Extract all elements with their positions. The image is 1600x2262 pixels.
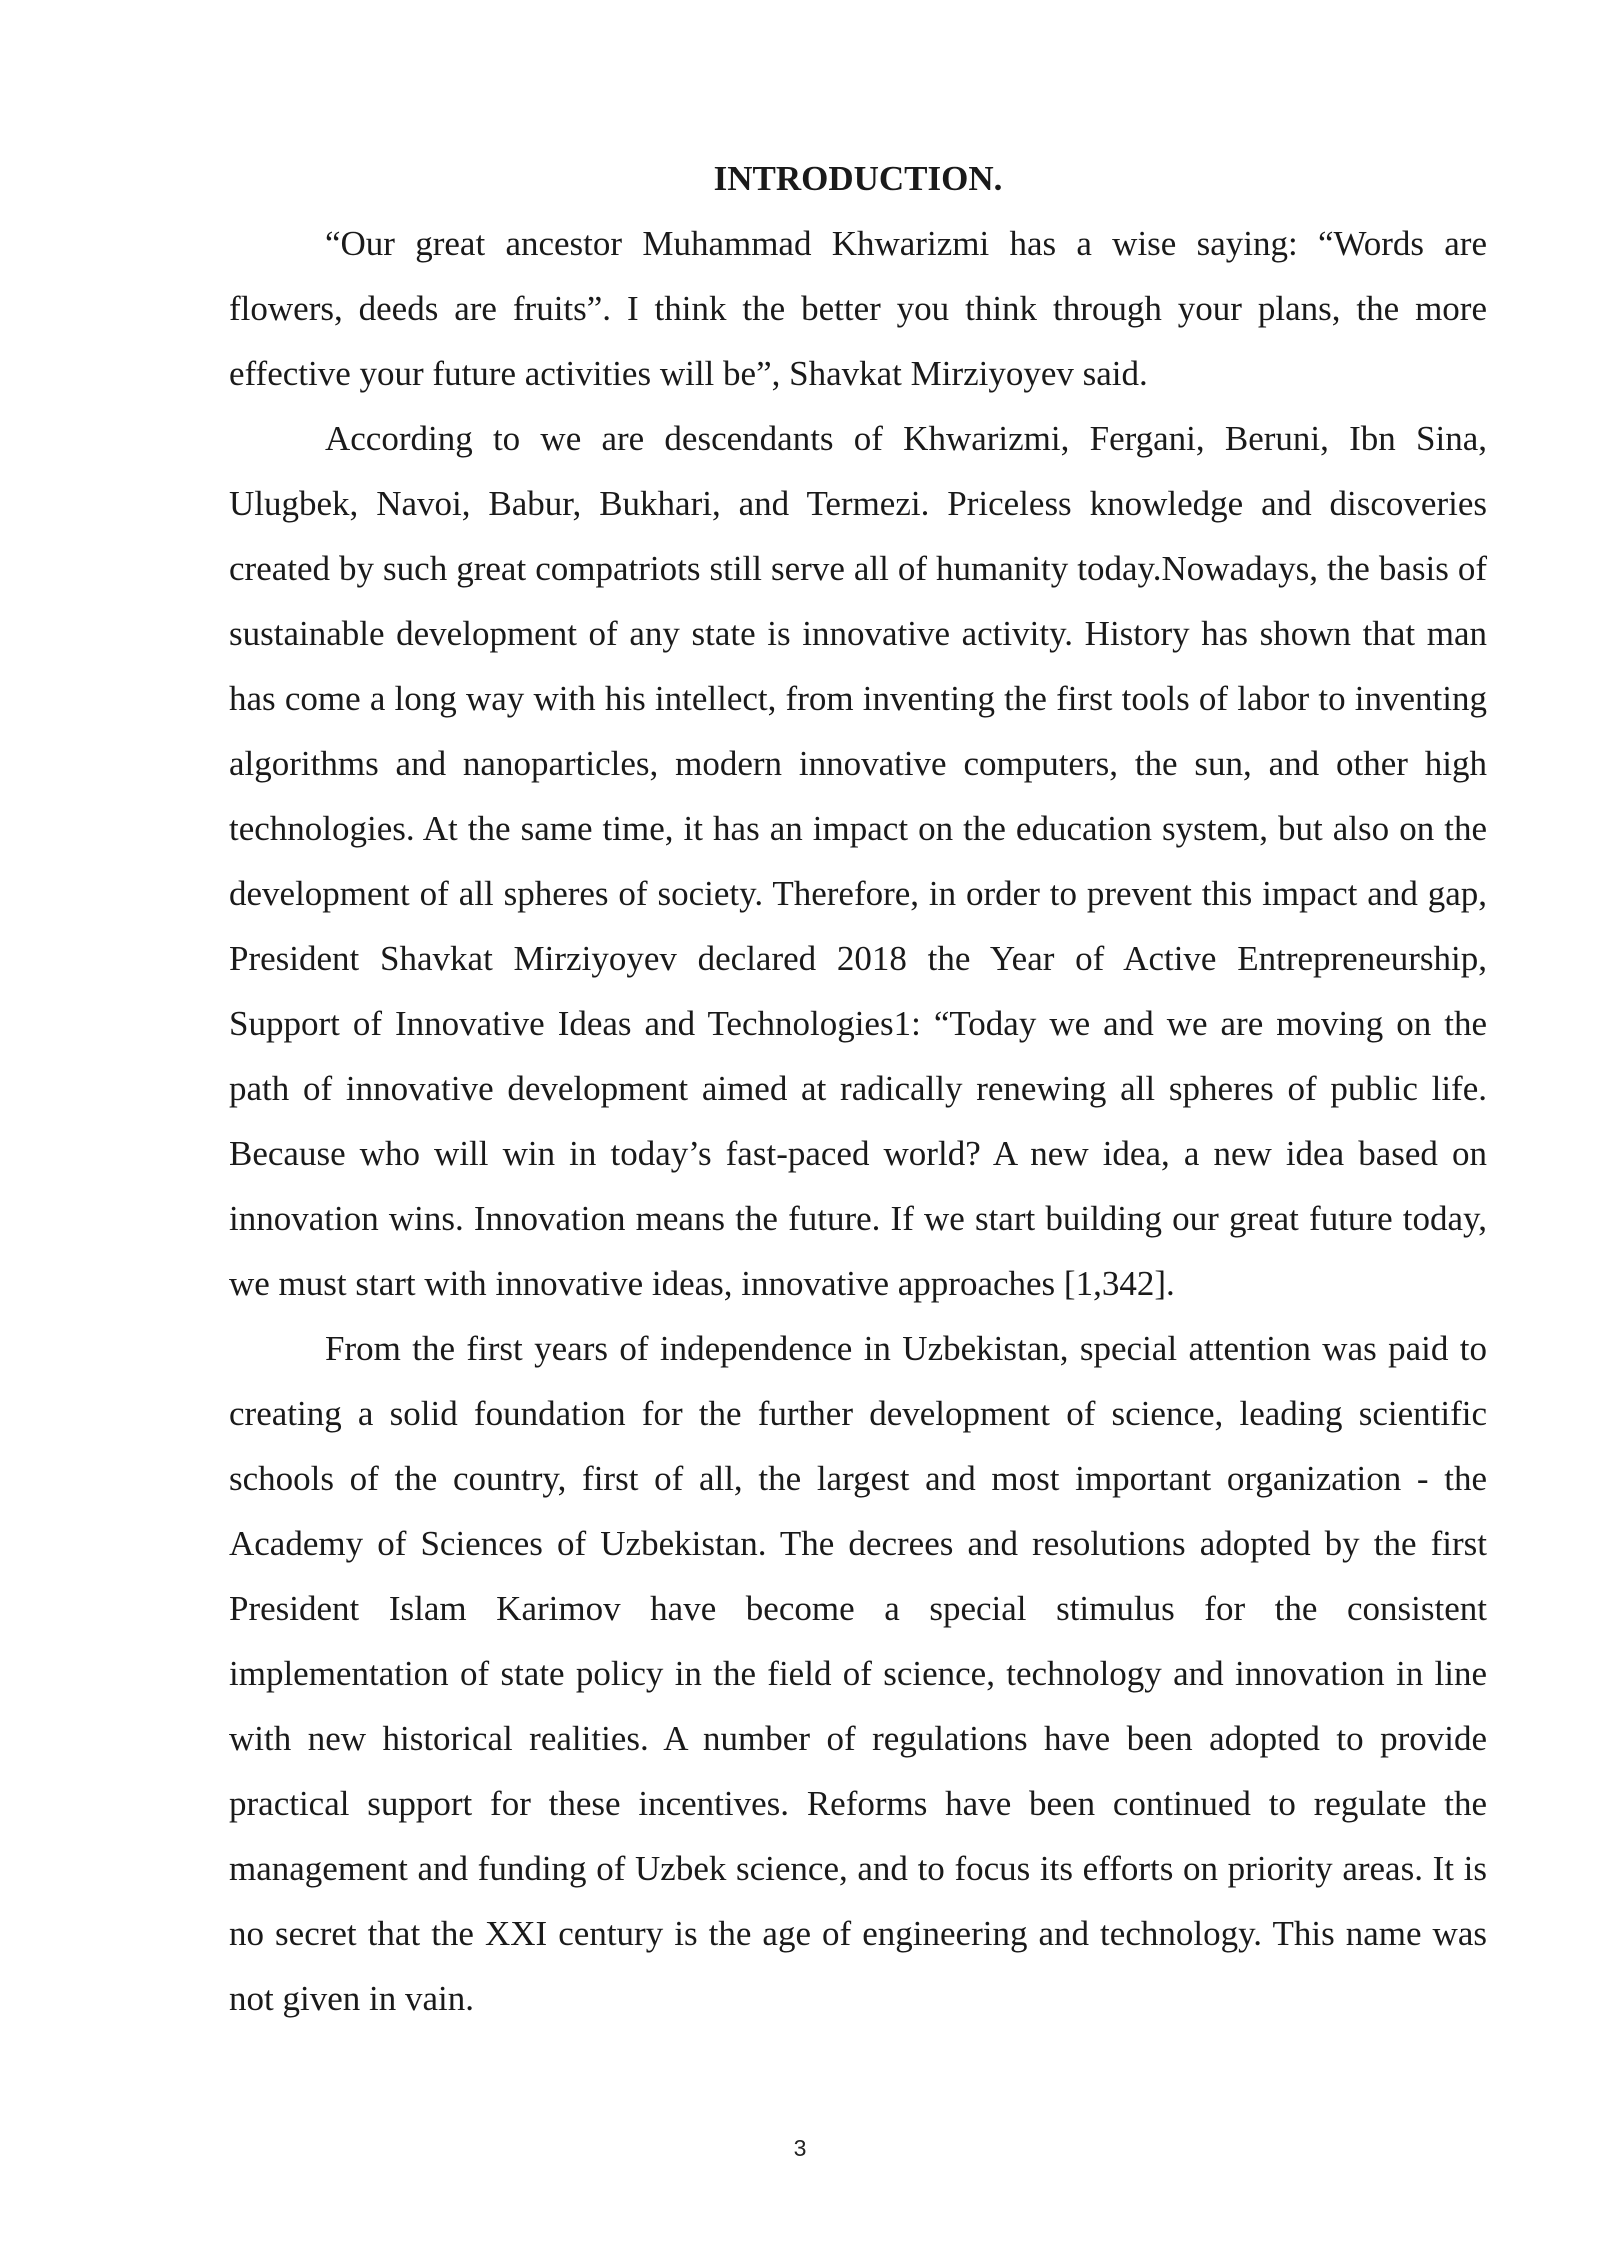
paragraph-khwarizmi-quote: “Our great ancestor Muhammad Khwarizmi has a wise saying: “Words are flowers, deeds are fruits”. I think the better you think through your plans, the more effective your future activities will be”, Shavkat Mirziyoyev said.: [229, 224, 1487, 393]
paragraph-innovation: According to we are descendants of Khwarizmi, Fergani, Beruni, Ibn Sina, Ulugbek, Navoi, Babur, Bukhari, and Termezi. Priceless knowledge and discoveries created by such great compatriots still serve all of humanity today.Nowadays, the basis of sustainable development of any state is innovative activity. History has shown that man has come a long way with his intellect, from inventing the first tools of labor to inventing algorithms and nanoparticles, modern innovative computers, the sun, and other high technologies. At the same time, it has an impact on the education system, but also on the development of all spheres of society. Therefore, in order to prevent this impact and gap, President Shavkat Mirziyoyev declared 2018 the Year of Active Entrepreneurship, Support of Innovative Ideas and Technologies1: “Today we and we are moving on the path of innovative development aimed at radically renewing all spheres of public life. Because who will win in today’s fast-paced world? A new idea, a new idea based on innovation wins. Innovation means the future. If we start building our great future today, we must start with innovative ideas, innovative approaches [1,342].: [229, 419, 1487, 1303]
section-title: INTRODUCTION.: [713, 159, 1003, 198]
page-number: 3: [793, 2135, 807, 2161]
page-body: [229, 146, 1487, 2031]
paragraph-independence-science: From the first years of independence in Uzbekistan, special attention was paid to creating a solid foundation for the further development of science, leading scientific schools of the country, first of all, the largest and most important organization - the Academy of Sciences of Uzbekistan. The decrees and resolutions adopted by the first President Islam Karimov have become a special stimulus for the consistent implementation of state policy in the field of science, technology and innovation in line with new historical realities. A number of regulations have been adopted to provide practical support for these incentives. Reforms have been continued to regulate the management and funding of Uzbek science, and to focus its efforts on priority areas. It is no secret that the XXI century is the age of engineering and technology. This name was not given in vain.: [229, 1329, 1487, 2018]
